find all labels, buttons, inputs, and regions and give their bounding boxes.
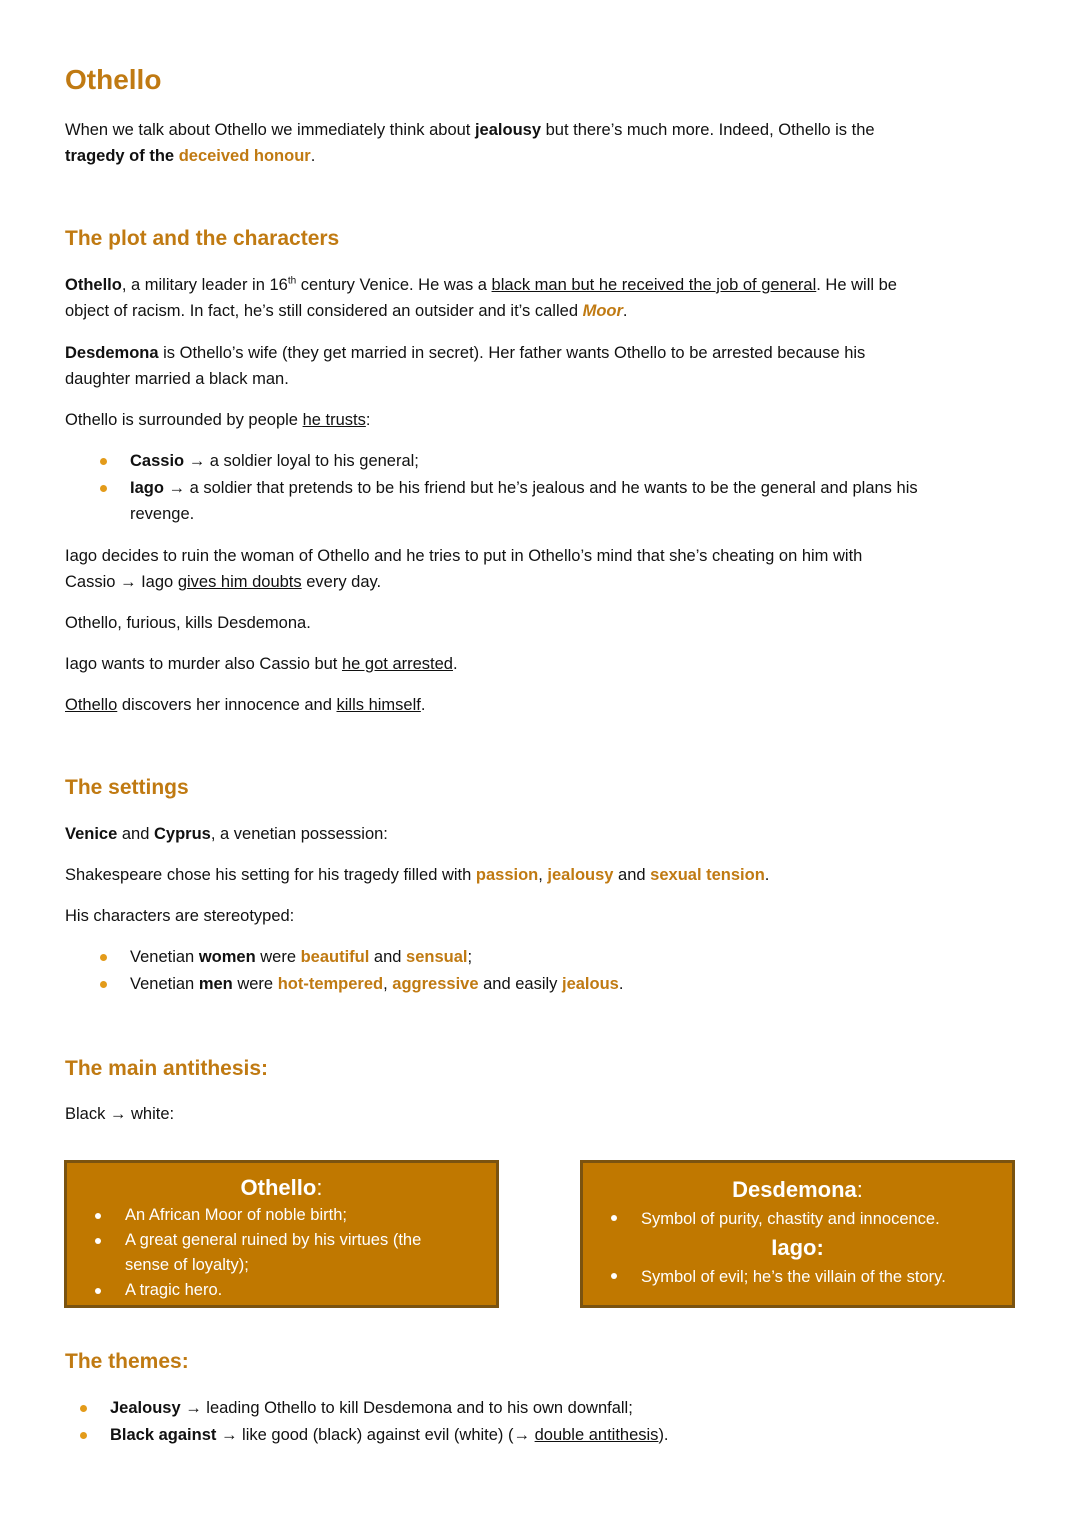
arrest-paragraph [65, 651, 458, 677]
othello-box-title-text: Othello [240, 1175, 317, 1200]
othello-paragraph [65, 272, 897, 324]
text-segment: Othello, furious, kills Desdemona. [65, 614, 311, 632]
text-segment: → leading Othello to kill Desdemona and to his own downfall; [180, 1399, 633, 1417]
text-segment: His characters are stereotyped: [65, 907, 295, 925]
text-segment: every day. [301, 573, 382, 591]
desdemona-iago-box [580, 1160, 1015, 1308]
iago-plan-paragraph [65, 543, 862, 595]
text-segment: jealous [561, 975, 619, 993]
list-item-iago [65, 475, 918, 527]
text-segment: Black → white: [65, 1105, 175, 1123]
text-segment: Iago wants to murder also Cassio but [65, 655, 342, 673]
text-segment: When we talk about Othello we immediately think about [65, 121, 475, 139]
text-segment: double antithesis [534, 1426, 659, 1444]
text-segment: Moor [582, 302, 623, 320]
text-segment: deceived honour [178, 147, 311, 165]
list-item-jealousy [45, 1395, 669, 1422]
text-segment: object of racism. In fact, he’s still considered an outsider and it’s called [65, 302, 583, 320]
text-segment: discovers her innocence and [117, 696, 337, 714]
text-segment: . [310, 147, 316, 165]
text-segment: aggressive [392, 975, 479, 993]
stereotype-paragraph [65, 903, 294, 929]
text-segment: Shakespeare chose his setting for his tragedy filled with [65, 866, 476, 884]
text-segment: hot-tempered [277, 975, 384, 993]
text-segment: Venice [65, 825, 118, 843]
text-segment: Black against [110, 1426, 217, 1444]
text-segment: jealousy [474, 121, 542, 139]
text-segment: revenge. [130, 505, 195, 523]
text-segment: Othello is surrounded by people [65, 411, 303, 429]
text-segment: Venetian [130, 975, 199, 993]
text-segment: Cassio [130, 452, 185, 470]
text-segment: women [198, 948, 256, 966]
text-segment: and [613, 866, 651, 884]
text-segment: → like good (black) against evil (white) (→ [216, 1426, 535, 1444]
text-segment: Iago decides to ruin the woman of Othello and he tries to put in Othello’s mind that she’s cheating on him with [65, 547, 863, 565]
othello-box-item: A tragic hero. [67, 1278, 496, 1303]
iago-box-item: Symbol of evil; he’s the villain of the story. [583, 1263, 1012, 1291]
text-segment: . [764, 866, 770, 884]
text-segment: th [287, 275, 297, 287]
setting-choice-paragraph [65, 862, 769, 888]
intro-paragraph [65, 117, 875, 169]
text-segment: . He will be [816, 276, 897, 294]
text-segment: and [117, 825, 154, 843]
text-segment: he got arrested [341, 655, 453, 673]
antithesis-heading: The main antithesis: [65, 1057, 269, 1080]
text-segment: and [369, 948, 407, 966]
text-segment: men [198, 975, 233, 993]
text-segment: Cassio → Iago [65, 573, 178, 591]
text-segment: Othello [65, 696, 118, 714]
text-segment: is Othello’s wife (they get married in secret). Her father wants Othello to be arrested because his [158, 344, 866, 362]
text-segment: Desdemona [65, 344, 159, 362]
othello-box-item: A great general ruined by his virtues (the sense of loyalty); [67, 1228, 496, 1278]
iago-box-title: Iago: [771, 1235, 824, 1260]
othello-box [64, 1160, 499, 1308]
text-segment: jealousy [547, 866, 614, 884]
text-segment: , a venetian possession: [210, 825, 388, 843]
settings-heading: The settings [65, 776, 189, 799]
text-segment: → a soldier that pretends to be his friend but he’s jealous and he wants to be the general and plans his [163, 479, 918, 497]
othello-box-title [67, 1173, 496, 1203]
text-segment: daughter married a black man. [65, 370, 289, 388]
text-segment: . [420, 696, 426, 714]
text-segment: , [538, 866, 548, 884]
desdemona-paragraph [65, 340, 865, 392]
themes-heading: The themes: [65, 1350, 189, 1373]
text-segment: he trusts [302, 411, 366, 429]
text-segment: but there’s much more. Indeed, Othello is the [541, 121, 875, 139]
text-segment: century Venice. He was a [296, 276, 492, 294]
text-segment: tragedy of the [65, 147, 179, 165]
desdemona-box-item: Symbol of purity, chastity and innocence. [583, 1205, 1012, 1233]
text-segment: : [365, 411, 371, 429]
ending-paragraph [65, 692, 425, 718]
text-segment: Iago [130, 479, 164, 497]
plot-heading: The plot and the characters [65, 227, 340, 250]
text-segment: black man but he received the job of general [491, 276, 817, 294]
othello-box-item: An African Moor of noble birth; [67, 1203, 496, 1228]
text-segment: . [452, 655, 458, 673]
list-item-women [65, 944, 623, 971]
text-segment: , [383, 975, 393, 993]
text-segment: were [255, 948, 301, 966]
furious-paragraph [65, 610, 311, 636]
desdemona-box-title-text: Desdemona [732, 1177, 857, 1202]
text-segment: sexual tension [650, 866, 765, 884]
text-segment: and easily [478, 975, 562, 993]
venice-paragraph [65, 821, 388, 847]
text-segment: Cyprus [154, 825, 211, 843]
text-segment: kills himself [336, 696, 421, 714]
themes-list [45, 1395, 669, 1449]
text-segment: ; [467, 948, 473, 966]
text-segment: ). [658, 1426, 669, 1444]
characters-list [65, 448, 918, 527]
surrounded-paragraph [65, 407, 370, 433]
text-segment: Jealousy [110, 1399, 181, 1417]
text-segment: , a military leader in 16 [121, 276, 288, 294]
text-segment: Venetian [130, 948, 199, 966]
text-segment: gives him doubts [177, 573, 302, 591]
text-segment: . [622, 302, 628, 320]
text-segment: were [232, 975, 278, 993]
text-segment: sensual [406, 948, 468, 966]
othello-box-colon: : [316, 1175, 323, 1200]
text-segment: Othello [65, 276, 122, 294]
text-segment: passion [475, 866, 539, 884]
stereotype-list [65, 944, 623, 998]
black-white-paragraph [65, 1101, 174, 1127]
text-segment: beautiful [300, 948, 370, 966]
list-item-men [65, 971, 623, 998]
document-title: Othello [65, 64, 162, 95]
text-segment: → a soldier loyal to his general; [184, 452, 419, 470]
list-item-cassio [65, 448, 918, 475]
text-segment: . [618, 975, 624, 993]
desdemona-box-colon: : [856, 1177, 863, 1202]
desdemona-box-title [583, 1175, 1012, 1205]
list-item-black-against [45, 1422, 669, 1449]
